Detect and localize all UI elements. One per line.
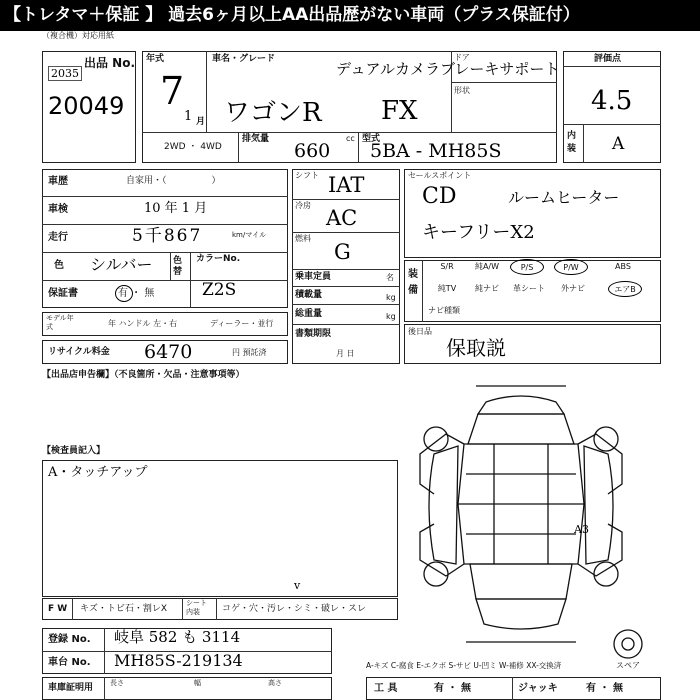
equip-airbag: エアB — [608, 281, 642, 297]
form-note: （複合機）対応用紙 — [42, 31, 114, 40]
tool-label: 工 具 — [374, 683, 398, 694]
after-value: 保取説 — [446, 336, 506, 360]
score-value: 4.5 — [591, 86, 633, 116]
weight-unit: kg — [386, 312, 396, 321]
lot-prefix: 2035 — [48, 66, 82, 81]
equip-leather: 革シート — [513, 284, 545, 293]
fw-label: F W — [48, 604, 68, 614]
handle-label: 年 ハンドル 左・右 — [108, 319, 178, 328]
cc-unit: cc — [346, 134, 355, 143]
ac-value: AC — [326, 206, 358, 230]
inspection-label: 車検 — [48, 204, 68, 215]
score-label: 評価点 — [594, 54, 622, 64]
recycle-value: 6470 — [144, 341, 193, 363]
doc-unit: 月 日 — [336, 349, 355, 358]
interior-label: 内装 — [567, 131, 577, 154]
banner-title: 【トレタマ＋保証 】 過去6ヶ月以上AA出品歴がない車両（プラス保証付） — [0, 0, 700, 31]
inspector-notes-value: A・タッチアップ — [48, 465, 148, 480]
warranty-circle — [115, 285, 133, 302]
recycle-unit: 円 預託済 — [232, 348, 267, 357]
shift-label: シフト — [295, 171, 319, 180]
vin-label: 車台 No. — [48, 657, 91, 668]
sales-label: セールスポイント — [408, 171, 472, 180]
warranty-value: 有 ・ 無 — [118, 288, 155, 299]
displacement-value: 660 — [294, 140, 331, 162]
tool-value: 有 ・ 無 — [434, 683, 471, 694]
damage-mark-a3: A3 — [574, 523, 589, 536]
color-no-label: カラーNo. — [196, 254, 241, 264]
seat-value: コゲ・穴・汚レ・シミ・破レ・スレ — [222, 604, 367, 614]
mileage-value: 5千867 — [132, 226, 203, 246]
fuel-label: 燃料 — [295, 234, 311, 243]
year-value: 7 — [160, 69, 185, 113]
year-month: 1 — [184, 109, 193, 124]
drive-label: 2WD ・ 4WD — [164, 142, 222, 152]
name-label: 車名・グレード — [212, 54, 276, 64]
mileage-unit: km/マイル — [232, 231, 267, 239]
car-diagram — [406, 384, 636, 644]
jack-label: ジャッキ — [518, 683, 558, 694]
month-unit: 月 — [196, 117, 206, 127]
inspector-notes-box — [42, 460, 398, 597]
seat-label: シート内装 — [186, 599, 207, 616]
plate-label: 登録 No. — [48, 634, 91, 645]
cert-label: 車庫証明用 — [48, 683, 94, 693]
load-label: 積載量 — [295, 290, 323, 300]
seller-notes-label: 【出品店申告欄】（不良箇所・欠品・注意事項等） — [42, 370, 245, 380]
lot-label: 出品 No. — [84, 56, 136, 70]
equip-tv: 純TV — [437, 284, 457, 293]
displacement-label: 排気量 — [242, 134, 270, 144]
equip-ext-navi: 外ナビ — [561, 284, 585, 293]
sales-line2: ルームヒーター — [508, 188, 620, 207]
capacity-unit: 名 — [386, 273, 394, 282]
plate-value: 岐阜 582 も 3114 — [114, 628, 241, 646]
after-box — [404, 324, 661, 364]
seat-check-mark: v — [294, 579, 301, 592]
type-label: 型式 — [362, 134, 381, 144]
load-unit: kg — [386, 293, 396, 302]
usage-value: 自家用・（ ） — [126, 176, 221, 186]
grade-short: FX — [381, 96, 418, 126]
sales-line1: CD — [422, 184, 457, 209]
equip-pw: P/W — [554, 259, 588, 275]
usage-label: 車歴 — [48, 176, 68, 187]
after-label: 後日品 — [408, 327, 432, 336]
equip-navi: 純ナビ — [475, 284, 499, 293]
equipment-label: 装備 — [408, 269, 418, 296]
recycle-label: リサイクル料金 — [48, 347, 110, 357]
doc-label: 書類期限 — [295, 329, 332, 339]
door-label: ドア — [454, 53, 470, 62]
spare-tire-icon — [612, 628, 644, 660]
fuel-value: G — [334, 240, 351, 264]
dealer-label: ディーラー・並行 — [210, 319, 274, 328]
type-value: 5BA - MH85S — [370, 140, 502, 162]
ac-label: 冷房 — [295, 201, 311, 210]
equip-sr: S/R — [440, 262, 454, 271]
shift-value: IAT — [328, 173, 365, 197]
fw-value: キズ・トビ石・割レX — [80, 604, 167, 614]
interior-value: A — [612, 134, 625, 154]
capacity-label: 乗車定員 — [295, 272, 332, 282]
cert-width: 幅 — [194, 679, 201, 687]
auction-sheet — [36, 32, 664, 700]
navi-type-label: ナビ種類 — [428, 306, 460, 315]
equip-aw: 純A/W — [474, 262, 500, 271]
mileage-label: 走行 — [48, 232, 68, 243]
year-label: 年式 — [146, 54, 165, 64]
sales-line3: キーフリーX2 — [422, 222, 535, 243]
equip-abs: ABS — [615, 262, 631, 271]
grade-value: デュアルカメラブレーキサポート — [336, 60, 560, 78]
color-label: 色 — [54, 260, 64, 271]
weight-label: 総重量 — [295, 309, 323, 319]
jack-value: 有 ・ 無 — [586, 683, 623, 694]
color-no-value: Z2S — [202, 280, 237, 300]
inspection-value: 10 年 1 月 — [144, 201, 208, 216]
cert-length: 長さ — [110, 679, 124, 687]
model-year-label: モデル年式 — [46, 314, 74, 331]
equip-ps: P/S — [510, 259, 544, 275]
damage-legend: A-キズ C-腐食 E-エクボ S-サビ U-凹ミ W-補修 XX-交換済 — [366, 661, 562, 670]
color-value: シルバー — [90, 255, 153, 274]
inspector-notes-label: 【検査員記入】 — [42, 446, 106, 456]
spare-label: スペア — [616, 661, 640, 670]
sales-box — [404, 169, 661, 258]
repaint-label: 色替 — [173, 256, 183, 277]
vin-value: MH85S-219134 — [114, 651, 243, 670]
lot-number: 20049 — [48, 92, 125, 120]
shape-label: 形状 — [454, 86, 470, 95]
warranty-label: 保証書 — [48, 288, 78, 299]
cert-height: 高さ — [268, 679, 282, 687]
model-value: ワゴンR — [224, 98, 322, 128]
